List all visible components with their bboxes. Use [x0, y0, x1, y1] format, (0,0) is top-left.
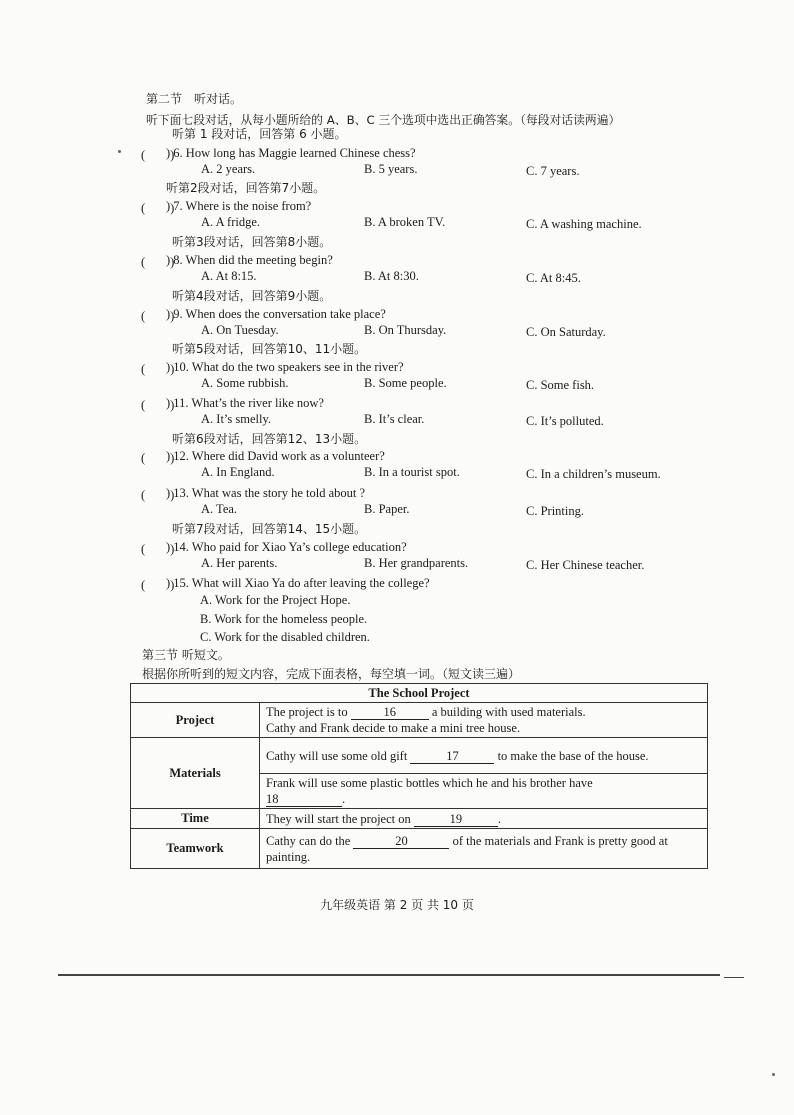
question-stem: ) 12. Where did David work as a volunteer? — [166, 449, 385, 463]
dialogue-instruction: 听第5段对话，回答第10、11小题。 — [172, 342, 367, 356]
teamwork-cell — [260, 829, 708, 869]
question-stem: ) 10. What do the two speakers see in the river? — [166, 360, 404, 374]
answer-paren[interactable]: ( ) — [141, 309, 175, 323]
answer-paren[interactable]: ( ) — [141, 201, 175, 215]
section3-title: 第三节 听短文。 — [142, 648, 230, 662]
question-stem: ) 6. How long has Maggie learned Chinese chess? — [166, 146, 416, 160]
blank-20[interactable]: 20 — [353, 834, 449, 849]
option-c: C. 7 years. — [526, 164, 580, 178]
question-stem: ) 8. When did the meeting begin? — [166, 253, 333, 267]
answer-paren[interactable]: ( ) — [141, 488, 175, 502]
option-b: B. 5 years. — [364, 162, 418, 176]
question-stem: ) 7. Where is the noise from? — [166, 199, 312, 213]
answer-paren[interactable]: ( ) — [141, 362, 175, 376]
question-stem: ) 15. What will Xiao Ya do after leaving the college? — [166, 576, 430, 590]
blank-18[interactable]: 18 — [266, 792, 342, 807]
page-footer: 九年级英语 第 2 页 共 10 页 — [320, 898, 474, 912]
option-a: A. A fridge. — [201, 215, 261, 229]
dialogue-instruction: 听第7段对话，回答第14、15小题。 — [172, 522, 367, 536]
bottom-rule — [58, 974, 720, 976]
answer-paren[interactable]: ( ) — [141, 398, 175, 412]
scan-speck — [772, 1073, 775, 1076]
project-text-line2: Cathy and Frank decide to make a mini tree house. — [266, 721, 521, 735]
dialogue-instruction: 听第4段对话，回答第9小题。 — [172, 289, 332, 303]
answer-paren[interactable]: ( ) — [141, 578, 175, 592]
time-text-pre: They will start the project on — [266, 811, 411, 826]
option-b: B. On Thursday. — [364, 323, 447, 337]
option-a: A. Work for the Project Hope. — [200, 593, 351, 607]
option-b: B. Paper. — [364, 502, 410, 516]
teamwork-label: Teamwork — [131, 829, 260, 869]
option-b: B. Work for the homeless people. — [200, 612, 368, 626]
option-a: A. 2 years. — [201, 162, 256, 176]
option-b: B. It’s clear. — [364, 412, 425, 426]
team-text-post: of the materials and Frank is pretty good at painting. — [266, 833, 668, 864]
dialogue-instruction: 听第2段对话，回答第7小题。 — [166, 181, 326, 195]
option-a: A. In England. — [201, 465, 275, 479]
materials-label: Materials — [131, 738, 260, 809]
option-c: C. Work for the disabled children. — [200, 630, 370, 644]
bottom-rule-end — [724, 977, 744, 978]
school-project-table — [130, 683, 708, 869]
option-a: A. It’s smelly. — [201, 412, 272, 426]
project-label: Project — [131, 703, 260, 738]
project-text-pre: The project is to — [266, 705, 348, 719]
option-c: C. At 8:45. — [526, 271, 581, 285]
mat2-text-pre: Frank will use some plastic bottles which he and his brother have — [266, 776, 593, 790]
option-b: B. In a tourist spot. — [364, 465, 460, 479]
project-cell — [260, 703, 708, 738]
section3-instruction: 根据你所听到的短文内容，完成下面表格，每空填一词。（短文读三遍） — [142, 667, 521, 681]
option-c: C. Printing. — [526, 504, 584, 518]
option-b: B. A broken TV. — [364, 215, 446, 229]
option-a: A. At 8:15. — [201, 269, 257, 283]
option-c: C. Some fish. — [526, 378, 595, 392]
option-b: B. Her grandparents. — [364, 556, 469, 570]
option-c: C. It’s polluted. — [526, 414, 604, 428]
blank-17[interactable]: 17 — [410, 749, 494, 764]
answer-paren[interactable]: ( ) — [141, 255, 175, 269]
materials-cell-1 — [260, 738, 708, 774]
blank-16[interactable]: 16 — [351, 705, 429, 720]
dialogue-instruction: 听第3段对话，回答第8小题。 — [172, 235, 332, 249]
answer-paren[interactable]: ( ) — [141, 148, 175, 162]
option-c: C. On Saturday. — [526, 325, 606, 339]
option-a: A. On Tuesday. — [201, 323, 279, 337]
team-text-pre: Cathy can do the — [266, 833, 351, 848]
blank-19[interactable]: 19 — [414, 812, 498, 827]
question-stem: ) 11. What’s the river like now? — [166, 396, 324, 410]
option-c: C. In a children’s museum. — [526, 467, 661, 481]
question-stem: ) 9. When does the conversation take place? — [166, 307, 386, 321]
option-c: C. Her Chinese teacher. — [526, 558, 645, 572]
scan-speck — [118, 150, 121, 153]
table-title: The School Project — [131, 684, 708, 703]
option-a: A. Tea. — [201, 502, 238, 516]
option-b: B. At 8:30. — [364, 269, 419, 283]
answer-paren[interactable]: ( ) — [141, 542, 175, 556]
mat1-text-post: to make the base of the house. — [497, 748, 649, 763]
time-label: Time — [131, 809, 260, 829]
question-stem: ) 14. Who paid for Xiao Ya’s college education? — [166, 540, 407, 554]
materials-cell-2: Frank will use some plastic bottles which he and his brother have 18 . — [260, 774, 708, 809]
mat1-text-pre: Cathy will use some old gift — [266, 748, 408, 763]
dialogue-instruction: 听第 1 段对话，回答第 6 小题。 — [172, 127, 347, 141]
dialogue-instruction: 听第6段对话，回答第12、13小题。 — [172, 432, 367, 446]
answer-paren[interactable]: ( ) — [141, 451, 175, 465]
section2-title: 第二节 听对话。 — [146, 92, 243, 106]
section2-instruction: 听下面七段对话，从每小题所给的 A、B、C 三个选项中选出正确答案。（每段对话读两遍） — [146, 113, 621, 127]
option-a: A. Her parents. — [201, 556, 278, 570]
option-c: C. A washing machine. — [526, 217, 642, 231]
question-stem: ) 13. What was the story he told about ? — [166, 486, 366, 500]
option-b: B. Some people. — [364, 376, 447, 390]
option-a: A. Some rubbish. — [201, 376, 289, 390]
project-text-post: a building with used materials. — [431, 705, 586, 719]
time-cell: They will start the project on 19 . — [260, 809, 708, 829]
